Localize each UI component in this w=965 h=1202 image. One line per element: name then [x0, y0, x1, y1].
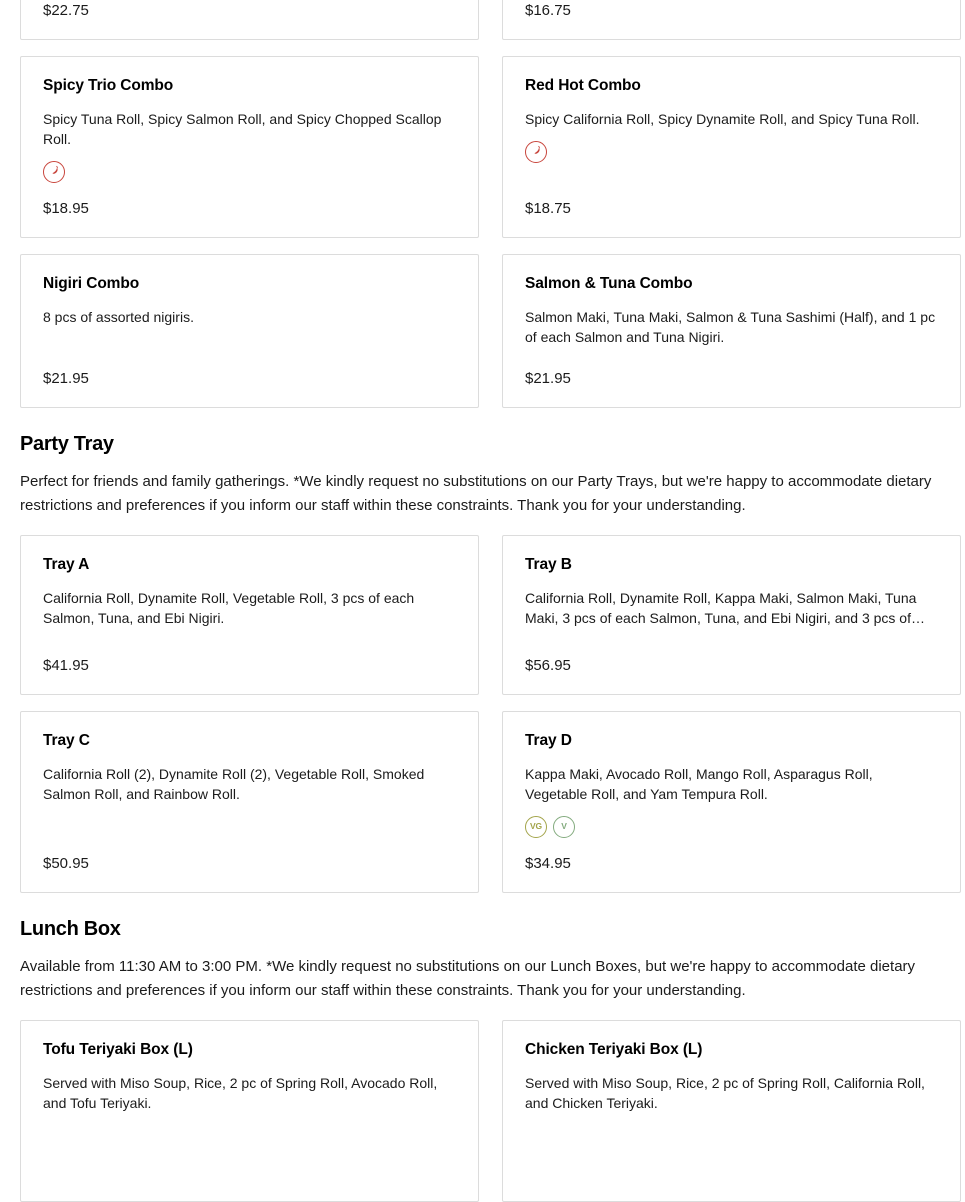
item-title: Tray A	[43, 556, 90, 573]
menu-item-card-tray-b[interactable]	[502, 535, 961, 695]
item-title: Tofu Teriyaki Box (L)	[43, 1041, 193, 1058]
item-price: $16.75	[525, 1, 571, 19]
item-price: $18.75	[525, 199, 571, 217]
card-spacer	[43, 628, 456, 644]
vegan-icon	[525, 816, 547, 838]
menu-item-card-nigiri-combo[interactable]	[20, 254, 479, 408]
section-description: Available from 11:30 AM to 3:00 PM. *We kindly request no substitutions on our Lunch Boxes, but we're happy to accommodate dietary restrictions and preferences if you inform our staff within these constraints. Thank you for your understanding.	[20, 958, 916, 999]
card-spacer	[525, 1113, 938, 1181]
item-description: California Roll (2), Dynamite Roll (2), Vegetable Roll, Smoked Salmon Roll, and Rainbow Roll.	[43, 765, 425, 802]
section-description: Perfect for friends and family gatherings. *We kindly request no substitutions on our Party Trays, but we're happy to accommodate dietary restrictions and preferences if you inform our staff within these constraints. Thank you for your understanding.	[20, 473, 932, 514]
vegetarian-badge-label: V	[561, 821, 567, 832]
item-price: $56.95	[525, 656, 571, 674]
menu-item-card-tray-d[interactable]	[502, 711, 961, 893]
item-title: Tray C	[43, 732, 90, 749]
section-party-tray	[20, 432, 945, 893]
card-spacer	[43, 1113, 456, 1181]
combo-grid-row-2	[20, 254, 945, 408]
item-price: $22.75	[43, 1, 89, 19]
menu-item-card[interactable]	[20, 0, 479, 40]
vegan-badge-label: VG	[530, 821, 542, 832]
item-badges	[525, 816, 938, 838]
item-price: $18.95	[43, 199, 89, 217]
lunch-box-grid-row-1	[20, 1020, 945, 1202]
item-price: $21.95	[43, 369, 89, 387]
section-title: Lunch Box	[20, 918, 121, 940]
menu-item-card-tray-c[interactable]	[20, 711, 479, 893]
menu-item-card-spicy-trio-combo[interactable]	[20, 56, 479, 238]
party-tray-grid-row-1	[20, 535, 945, 695]
combo-grid-partial-top	[20, 0, 945, 40]
item-title: Red Hot Combo	[525, 77, 641, 94]
item-description: California Roll, Dynamite Roll, Kappa Maki, Salmon Maki, Tuna Maki, 3 pcs of each Salmon, Tuna, and Ebi Nigiri, and 3 pcs of…	[525, 589, 925, 626]
party-tray-grid-row-2	[20, 711, 945, 893]
item-title: Salmon & Tuna Combo	[525, 275, 693, 292]
card-spacer	[43, 804, 456, 842]
item-description: Served with Miso Soup, Rice, 2 pc of Spring Roll, Avocado Roll, and Tofu Teriyaki.	[43, 1074, 438, 1111]
item-title: Spicy Trio Combo	[43, 77, 174, 94]
item-badges	[43, 161, 456, 183]
card-spacer	[525, 628, 938, 644]
item-title: Chicken Teriyaki Box (L)	[525, 1041, 703, 1058]
item-description: Salmon Maki, Tuna Maki, Salmon & Tuna Sashimi (Half), and 1 pc of each Salmon and Tuna Nigiri.	[525, 308, 936, 345]
item-price: $34.95	[525, 854, 571, 872]
item-title: Tray D	[525, 732, 572, 749]
menu-item-card[interactable]	[502, 0, 961, 40]
menu-item-card-chicken-teriyaki-box[interactable]	[502, 1020, 961, 1202]
section-lunch-box	[20, 917, 945, 1202]
menu-item-card-salmon-tuna-combo[interactable]	[502, 254, 961, 408]
menu-item-card-red-hot-combo[interactable]	[502, 56, 961, 238]
item-price: $50.95	[43, 854, 89, 872]
card-spacer	[43, 327, 456, 357]
section-title: Party Tray	[20, 433, 114, 455]
item-description: Kappa Maki, Avocado Roll, Mango Roll, Asparagus Roll, Vegetable Roll, and Yam Tempura Roll.	[525, 765, 873, 802]
combo-grid-row-1	[20, 56, 945, 238]
item-title: Tray B	[525, 556, 572, 573]
spicy-icon	[525, 141, 547, 163]
item-badges	[525, 141, 938, 163]
card-spacer	[525, 347, 938, 357]
item-title: Nigiri Combo	[43, 275, 140, 292]
item-description: Spicy California Roll, Spicy Dynamite Roll, and Spicy Tuna Roll.	[525, 110, 920, 127]
item-price: $41.95	[43, 656, 89, 674]
item-price: $21.95	[525, 369, 571, 387]
item-description: California Roll, Dynamite Roll, Vegetable Roll, 3 pcs of each Salmon, Tuna, and Ebi Nigiri.	[43, 589, 415, 626]
spicy-icon	[43, 161, 65, 183]
vegetarian-icon	[553, 816, 575, 838]
item-description: Spicy Tuna Roll, Spicy Salmon Roll, and Spicy Chopped Scallop Roll.	[43, 110, 442, 147]
item-description: Served with Miso Soup, Rice, 2 pc of Spring Roll, California Roll, and Chicken Teriyaki.	[525, 1074, 925, 1111]
menu-item-card-tray-a[interactable]	[20, 535, 479, 695]
menu-item-card-tofu-teriyaki-box[interactable]	[20, 1020, 479, 1202]
item-description: 8 pcs of assorted nigiris.	[43, 308, 194, 325]
